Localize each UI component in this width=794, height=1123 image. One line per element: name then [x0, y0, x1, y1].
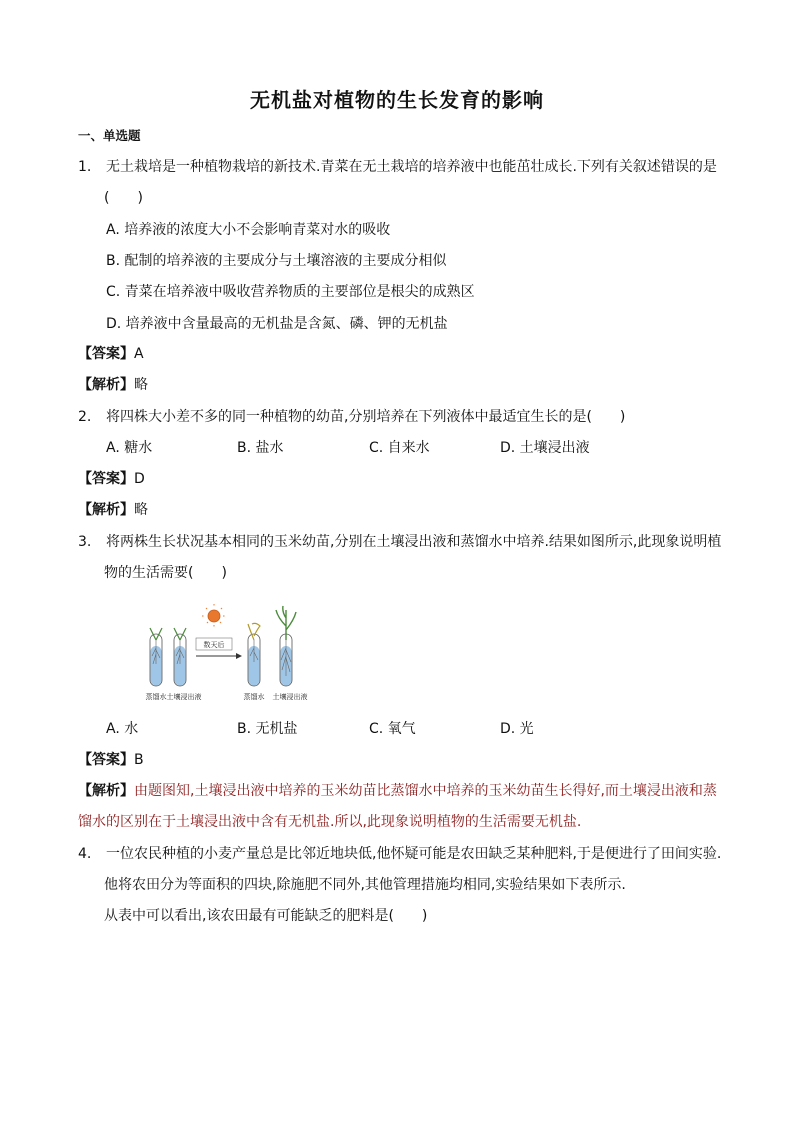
question-stem: 将两株生长状况基本相同的玉米幼苗,分别在土壤浸出液和蒸馏水中培养.结果如图所示,此现象说明植 — [106, 534, 722, 550]
q2-option-c: C. 自来水 — [369, 440, 430, 456]
question-4-line3: 从表中可以看出,该农田最有可能缺乏的肥料是( ) — [104, 908, 428, 924]
section-heading: 一、单选题 — [78, 128, 141, 143]
sun-icon — [202, 604, 226, 628]
question-4-line2: 他将农田分为等面积的四块,除施肥不同外,其他管理措施均相同,实验结果如下表所示. — [104, 877, 626, 893]
q1-option-a: A. 培养液的浓度大小不会影响青菜对水的吸收 — [106, 222, 391, 238]
q3-option-c: C. 氧气 — [369, 721, 416, 737]
q3-analysis — [78, 780, 717, 800]
label-soil-before: 土壤浸出液 — [166, 693, 202, 701]
arrow-label: 数天后 — [203, 641, 225, 649]
seedling-experiment-figure — [122, 604, 332, 704]
answer-value: D — [134, 471, 145, 487]
q3-option-b: B. 无机盐 — [237, 721, 298, 737]
q2-analysis — [78, 499, 148, 519]
answer-tag: 【答案】 — [78, 346, 134, 362]
q2-option-a: A. 糖水 — [106, 440, 153, 456]
question-1 — [78, 156, 717, 176]
q1-option-b: B. 配制的培养液的主要成分与土壤溶液的主要成分相似 — [106, 253, 447, 269]
analysis-text: 略 — [134, 377, 148, 393]
q1-option-c: C. 青菜在培养液中吸收营养物质的主要部位是根尖的成熟区 — [106, 284, 475, 300]
question-number: 4. — [78, 846, 92, 862]
q2-answer — [78, 468, 145, 488]
q3-answer — [78, 749, 144, 769]
q1-answer — [78, 343, 144, 363]
q2-option-b: B. 盐水 — [237, 440, 284, 456]
question-number: 2. — [78, 409, 92, 425]
analysis-text: 由题图知,土壤浸出液中培养的玉米幼苗比蒸馏水中培养的玉米幼苗生长得好,而土壤浸出液和蒸 — [134, 783, 717, 799]
label-soil-after: 土壤浸出液 — [272, 693, 308, 701]
tube-distilled-before-icon — [150, 628, 162, 686]
question-stem: 将四株大小差不多的同一种植物的幼苗,分别培养在下列液体中最适宜生长的是( ) — [106, 409, 626, 425]
answer-tag: 【答案】 — [78, 752, 134, 768]
answer-value: A — [134, 346, 144, 362]
question-1-blank: ( ) — [104, 190, 143, 206]
tube-soil-after-icon — [276, 606, 296, 686]
q2-option-d: D. 土壤浸出液 — [500, 440, 590, 456]
label-distilled-before: 蒸馏水 — [145, 693, 167, 701]
document-title: 无机盐对植物的生长发育的影响 — [250, 88, 544, 112]
analysis-tag: 【解析】 — [78, 377, 134, 393]
question-number: 1. — [78, 159, 92, 175]
tube-soil-before-icon — [174, 628, 186, 686]
q3-analysis-line2: 馏水的区别在于土壤浸出液中含有无机盐.所以,此现象说明植物的生活需要无机盐. — [78, 814, 582, 830]
q1-option-d: D. 培养液中含量最高的无机盐是含氮、磷、钾的无机盐 — [106, 316, 448, 332]
analysis-text: 略 — [134, 502, 148, 518]
tube-distilled-after-icon — [248, 623, 260, 686]
answer-tag: 【答案】 — [78, 471, 134, 487]
q3-option-a: A. 水 — [106, 721, 139, 737]
question-3-line2: 物的生活需要( ) — [104, 565, 227, 581]
analysis-tag: 【解析】 — [78, 783, 134, 799]
label-distilled-after: 蒸馏水 — [243, 693, 265, 701]
question-stem: 无土栽培是一种植物栽培的新技术.青菜在无土栽培的培养液中也能茁壮成长.下列有关叙述错误的是 — [106, 159, 717, 175]
question-2 — [78, 406, 625, 426]
question-stem: 一位农民种植的小麦产量总是比邻近地块低,他怀疑可能是农田缺乏某种肥料,于是便进行了田间实验. — [106, 846, 722, 862]
question-4 — [78, 843, 721, 863]
q1-analysis — [78, 374, 148, 394]
answer-value: B — [134, 752, 144, 768]
question-3 — [78, 531, 721, 551]
q3-option-d: D. 光 — [500, 721, 534, 737]
analysis-tag: 【解析】 — [78, 502, 134, 518]
question-number: 3. — [78, 534, 92, 550]
